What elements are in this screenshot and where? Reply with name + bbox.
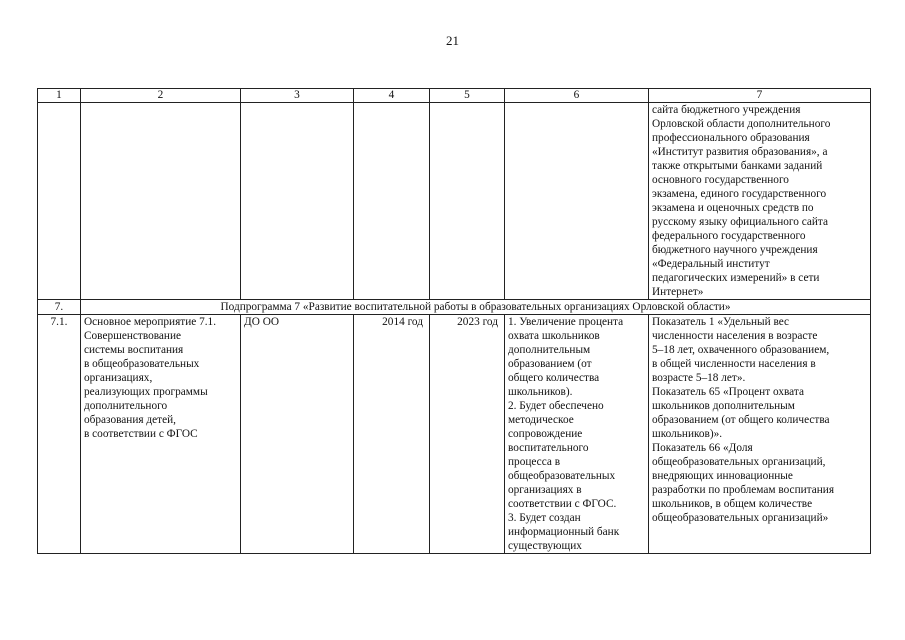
executor-cell: ДО ОО: [241, 315, 354, 554]
measure-row: [38, 315, 871, 554]
continuation-col7-text: сайта бюджетного учреждения Орловской области дополнительного профессионального образования «Институт развития образования», а также открытыми банками заданий основного государственного экзамена, единого государственного экзамена и оценочных средств по русскому языку официального сайта федерального государственного бюджетного научного учреждения «Федеральный институт педагогических измерений» в сети Интернет»: [649, 103, 871, 300]
header-col-5: 5: [430, 89, 505, 103]
page-number: 21: [446, 33, 459, 48]
expected-results-cell: 1. Увеличение процента охвата школьников дополнительным образованием (от общего количества школьников). 2. Будет обеспечено методическое сопровождение воспитательного процесса в общеобразовательных организациях в соответствии с ФГОС. 3. Будет создан информационный банк существующих: [505, 315, 649, 554]
end-year-cell: 2023 год: [430, 315, 505, 554]
header-row: [38, 89, 871, 103]
header-col-4: 4: [354, 89, 430, 103]
measure-number: 7.1.: [38, 315, 81, 554]
continuation-row: [38, 103, 871, 300]
section-title: Подпрограмма 7 «Развитие воспитательной работы в образовательных организациях Орловской области»: [81, 300, 871, 315]
header-col-1: 1: [38, 89, 81, 103]
indicators-cell: Показатель 1 «Удельный вес численности населения в возрасте 5–18 лет, охваченного образованием, в общей численности населения в возрасте 5–18 лет». Показатель 65 «Процент охвата школьников дополнительным образованием (от общего количества школьников)». Показатель 66 «Доля общеобразовательных организаций, внедряющих инновационные разработки по проблемам воспитания школьников, в общем количестве общеобразовательных организаций»: [649, 315, 871, 554]
start-year-cell: 2014 год: [354, 315, 430, 554]
header-col-3: 3: [241, 89, 354, 103]
header-col-7: 7: [649, 89, 871, 103]
program-table: [37, 88, 871, 554]
header-col-2: 2: [81, 89, 241, 103]
header-col-6: 6: [505, 89, 649, 103]
section-number: 7.: [38, 300, 81, 315]
section-row: [38, 300, 871, 315]
measure-description: Основное мероприятие 7.1. Совершенствование системы воспитания в общеобразовательных организациях, реализующих программы дополнительного образования детей, в соответствии с ФГОС: [81, 315, 241, 554]
